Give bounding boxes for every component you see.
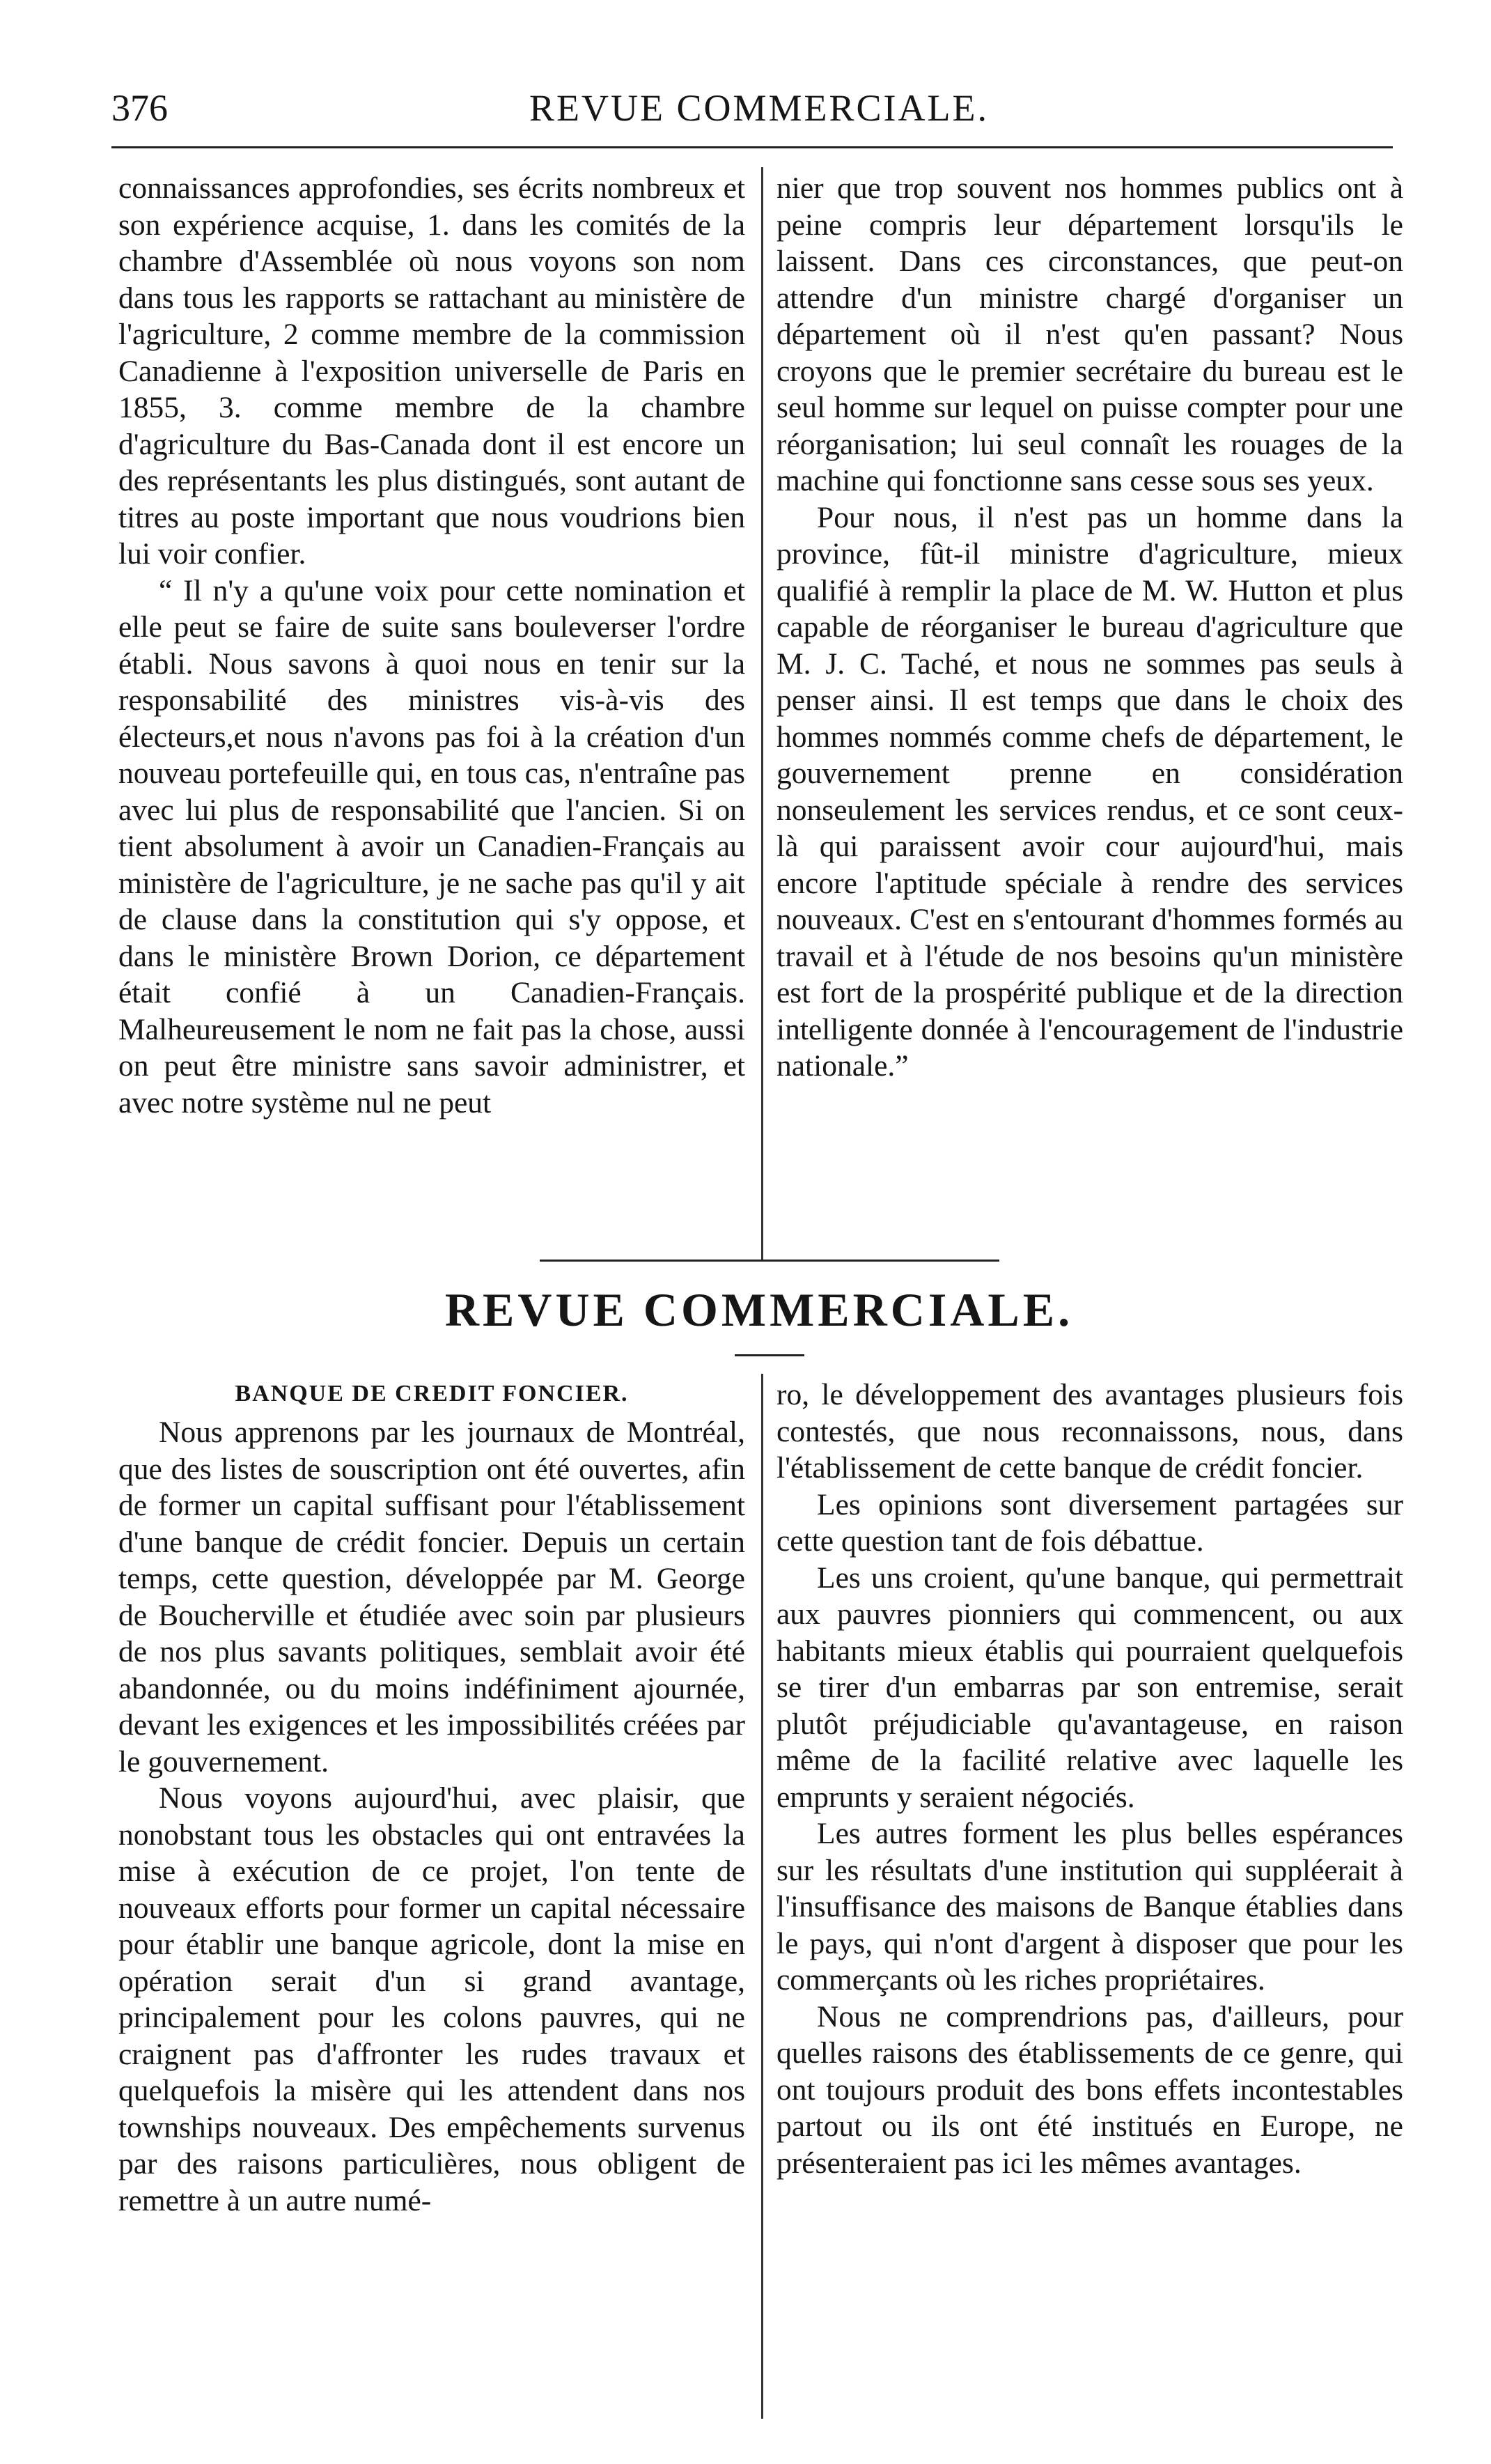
paragraph: ro, le développement des avantages plusieurs fois contestés, que nous reconnaissons, nous, dans l'établissement de cette banque de crédit foncier.	[776, 1378, 1403, 1485]
article-subhead: BANQUE DE CREDIT FONCIER.	[235, 1381, 629, 1407]
title-underline-rule	[735, 1354, 804, 1356]
paragraph: nier que trop souvent nos hommes publics ont à peine compris leur département lorsqu'ils le laissent. Dans ces circonstances, que peut-on attendre d'un ministre chargé d'organiser un département où il n'est qu'en passant? Nous croyons que le premier secrétaire du bureau est le seul homme sur lequel on puisse compter pour une réorganisation; lui seul connaît les rouages de la machine qui fonctionne sans cesse sous ses yeux.	[776, 171, 1403, 497]
section-title: REVUE COMMERCIALE.	[444, 1283, 1074, 1336]
page-number: 376	[111, 87, 168, 129]
column-divider	[761, 167, 763, 1261]
column-4-article	[776, 1377, 1403, 2181]
paragraph: connaissances approfondies, ses écrits nombreux et son expérience acquise, 1. dans les comités de la chambre d'Assemblée où nous voyons son nom dans tous les rapports se rattachant au ministère de l'agriculture, 2 comme membre de la commission Canadienne à l'exposition universelle de Paris en 1855, 3. comme membre de la chambre d'agriculture du Bas-Canada dont il est encore un des représentants les plus distingués, sont autant de titres au poste important que nous voudrions bien lui voir confier.	[118, 171, 745, 571]
paragraph: Pour nous, il n'est pas un homme dans la province, fût-il ministre d'agriculture, mieux qualifié à remplir la place de M. W. Hutton et plus capable de réorganiser le bureau d'agriculture que M. J. C. Taché, et nous ne sommes pas seuls à penser ainsi. Il est temps que dans le choix des hommes nommés comme chefs de département, le gouvernement prenne en considération nonseulement les services rendus, et ce sont ceux-là qui paraissent avoir cour aujourd'hui, mais encore l'aptitude spéciale à rendre des services nouveaux. C'est en s'entourant d'hommes formés au travail et à l'étude de nos besoins qu'un ministère est fort de la prospérité publique et de la direction intelligente donnée à l'encouragement de l'industrie nationale.”	[776, 500, 1403, 1083]
header-rule	[111, 146, 1393, 148]
paragraph: Les opinions sont diversement partagées sur cette question tant de fois débattue.	[776, 1487, 1403, 1558]
section-divider-rule	[540, 1260, 999, 1262]
paragraph: Nous apprenons par les journaux de Montréal, que des listes de souscription ont été ouvertes, afin de former un capital suffisant pour l'établissement d'une banque de crédit foncier. Depuis un certain temps, cette question, développée par M. George de Boucherville et étudiée avec soin par plusieurs de nos plus savants politiques, semblait avoir été abandonnée, ou du moins indéfiniment ajournée, devant les exigences et les impossibilités créées par le gouvernement.	[118, 1416, 745, 1779]
paragraph: Les uns croient, qu'une banque, qui permettrait aux pauvres pionniers qui commencent, ou aux habitants mieux établis qui pourraient quelquefois se tirer d'un embarras par son entremise, serait plutôt préjudiciable qu'avantageuse, en raison même de la facilité relative avec laquelle les emprunts y seraient négociés.	[776, 1560, 1403, 1814]
paragraph: “ Il n'y a qu'une voix pour cette nomination et elle peut se faire de suite sans bouleverser l'ordre établi. Nous savons à quoi nous en tenir sur la responsabilité des ministres vis-à-vis des électeurs,et nous n'avons pas foi à la création d'un nouveau portefeuille qui, en tous cas, n'entraîne pas avec lui plus de responsabilité que l'ancien. Si on tient absolument à avoir un Canadien-Français au ministère de l'agriculture, je ne sache pas qu'il y ait de clause dans la constitution qui s'y oppose, et dans le ministère Brown Dorion, ce département était confié à un Canadien-Français. Malheureusement le nom ne fait pas la chose, aussi on peut être ministre sans savoir administrer, et avec notre système nul ne peut	[118, 573, 745, 1119]
column-3-article	[118, 1377, 745, 2219]
running-title: REVUE COMMERCIALE.	[529, 87, 989, 129]
paragraph: Nous ne comprendrions pas, d'ailleurs, pour quelles raisons des établissements de ce genre, qui ont toujours produit des bons effets incontestables partout ou ils ont été institués en Europe, ne présenteraient pas ici les mêmes avantages.	[776, 1999, 1403, 2180]
column-divider	[761, 1374, 763, 2419]
column-2-previous-article	[776, 170, 1403, 1085]
paragraph: Les autres forment les plus belles espérances sur les résultats d'une institution qui suppléerait à l'insuffisance des maisons de Banque établies dans le pays, qui n'ont d'argent à disposer que pour les commerçants où les riches propriétaires.	[776, 1817, 1403, 1997]
paragraph: Nous voyons aujourd'hui, avec plaisir, que nonobstant tous les obstacles qui ont entravées la mise à exécution de ce projet, l'on tente de nouveaux efforts pour former un capital nécessaire pour établir une banque agricole, dont la mise en opération serait d'un si grand avantage, principalement pour les colons pauvres, qui ne craignent pas d'affronter les rudes travaux et quelquefois la misère qui les attendent dans nos townships nouveaux. Des empêchements survenus par des raisons particulières, nous obligent de remettre à un autre numé-	[118, 1781, 745, 2217]
column-1-previous-article	[118, 170, 745, 1121]
running-head	[111, 84, 1407, 132]
